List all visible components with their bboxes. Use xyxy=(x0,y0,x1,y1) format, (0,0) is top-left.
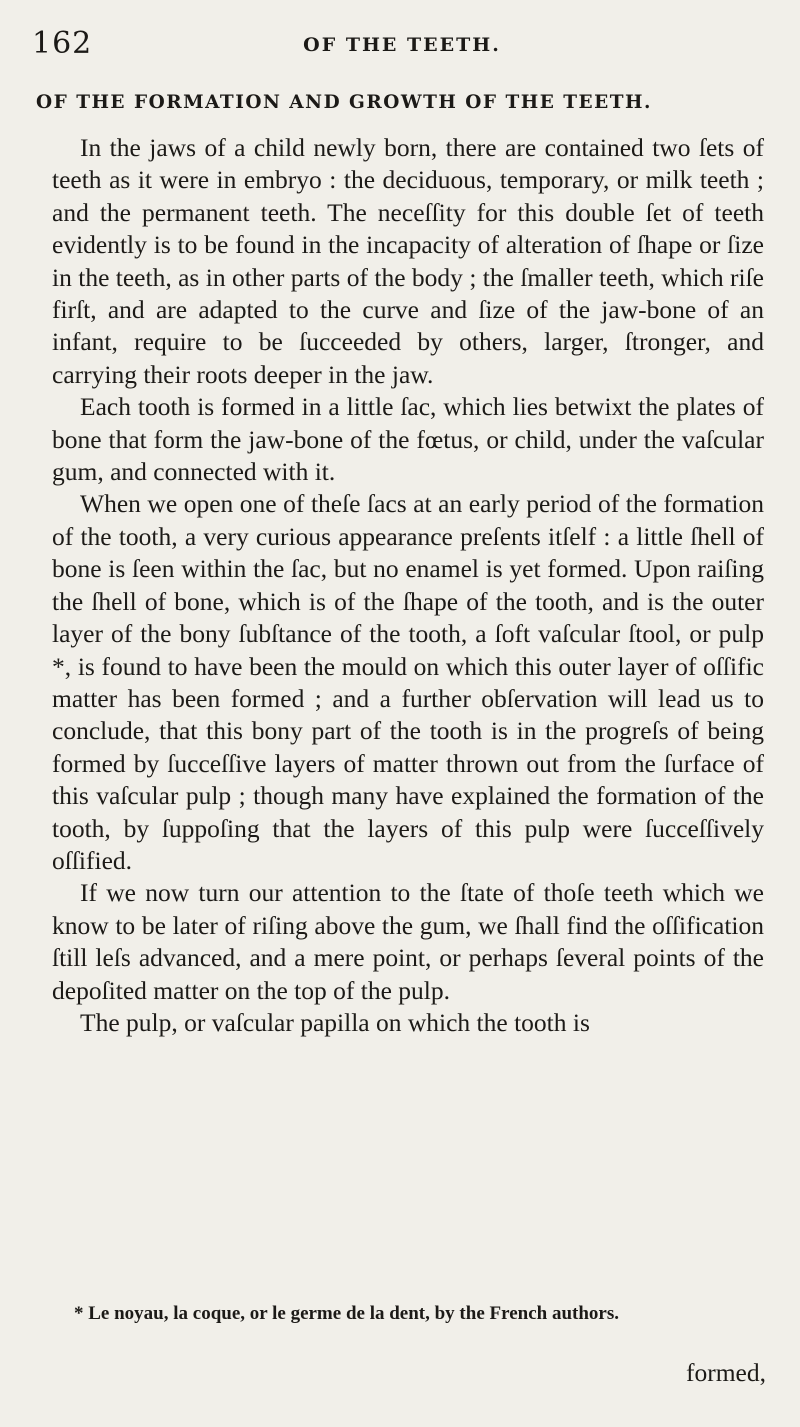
paragraph: In the jaws of a child newly born, there are contained two ſets of teeth as it were in embryo : the deciduous, temporary, or milk teeth ; and the permanent teeth. The neceſſity for this double ſet of teeth evidently is to be found in the incapacity of alteration of ſhape or ſize in the teeth, as in other parts of the body ; the ſmaller teeth, which riſe firſt, and are adapted to the curve and ſize of the jaw-bone of an infant, require to be ſucceeded by others, larger, ſtronger, and carrying their roots deeper in the jaw. xyxy=(52,133,764,389)
paragraph: When we open one of theſe ſacs at an early period of the formation of the tooth, a very curious appearance preſents itſelf : a little ſhell of bone is ſeen within the ſac, but no enamel is yet formed. Upon raiſing the ſhell of bone, which is of the ſhape of the tooth, and is the outer layer of the bony ſubſtance of the tooth, a ſoft vaſcular ſtool, or pulp *, is found to have been the mould on which this outer layer of oſſific matter has been formed ; and a further obſervation will lead us to conclude, that this bony part of the tooth is in the progreſs of being formed by ſucceſſive layers of matter thrown out from the ſurface of this vaſcular pulp ; though many have explained the formation of the tooth, by ſuppoſing that the layers of this pulp were ſucceſſively oſſified. xyxy=(52,489,764,875)
footnote-text: * Le noyau, la coque, or le germe de la dent, by the French authors. xyxy=(74,1303,619,1324)
chapter-heading: OF THE FORMATION AND GROWTH OF THE TEETH. xyxy=(36,92,652,113)
paragraph: The pulp, or vaſcular papilla on which the tooth is xyxy=(80,1007,590,1037)
running-title: OF THE TEETH. xyxy=(303,34,501,56)
paragraph: Each tooth is formed in a little ſac, which lies betwixt the plates of bone that form the jaw-bone of the fœtus, or child, under the vaſcular gum, and connected with it. xyxy=(52,392,764,487)
catchword: formed, xyxy=(685,1358,766,1387)
page-number: 162 xyxy=(32,26,93,61)
body-text xyxy=(52,132,764,1039)
paragraph: If we now turn our attention to the ſtate of thoſe teeth which we know to be later of riſing above the gum, we ſhall find the oſſification ſtill leſs advanced, and a mere point, or perhaps ſeveral points of the depoſited matter on the top of the pulp. xyxy=(52,878,764,1005)
running-head xyxy=(32,20,772,60)
footnote xyxy=(52,1300,764,1328)
